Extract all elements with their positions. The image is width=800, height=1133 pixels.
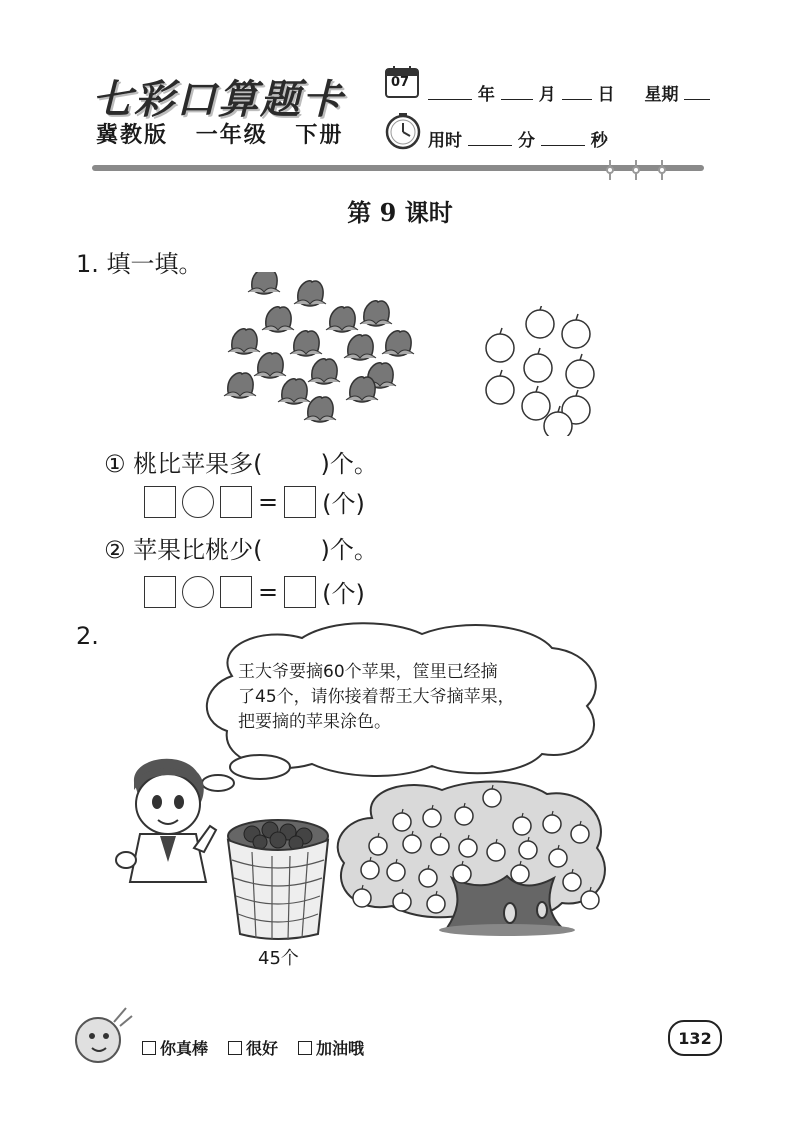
clock-icon	[384, 112, 422, 150]
checkbox-icon[interactable]	[142, 1041, 156, 1055]
apple-tree	[332, 778, 612, 950]
equals-sign: =	[258, 577, 279, 606]
time-line: 用时 分 秒	[428, 131, 608, 151]
apple-group	[480, 306, 600, 436]
edition-grade: 一年级	[195, 123, 268, 148]
rating-option-great[interactable]: 你真棒	[142, 1036, 208, 1059]
peach-icon	[360, 301, 392, 326]
operator-circle[interactable]	[182, 576, 214, 608]
edition-info	[96, 118, 361, 149]
result-box[interactable]	[284, 576, 316, 608]
rating-option-keep-going[interactable]: 加油哦	[298, 1036, 364, 1059]
checkbox-icon[interactable]	[298, 1041, 312, 1055]
peach-icon	[294, 281, 326, 306]
brand-title: 七彩口算题卡	[92, 76, 344, 123]
peach-icon	[344, 335, 376, 360]
apple-icon	[562, 314, 590, 348]
speech-text: 王大爷要摘60个苹果，筐里已经摘 了45个，请你接着帮王大爷摘苹果， 把要摘的苹果涂色。	[238, 662, 515, 732]
day-blank[interactable]	[562, 83, 592, 100]
peach-icon	[382, 331, 414, 356]
peach-icon	[278, 379, 310, 404]
operand-box[interactable]	[220, 486, 252, 518]
peach-icon	[308, 359, 340, 384]
rating-options	[142, 1036, 364, 1059]
peach-icon	[228, 329, 260, 354]
apple-icon	[524, 348, 552, 382]
q1-item-2: ② 苹果比桃少( )个。	[104, 536, 378, 564]
checkbox-icon[interactable]	[228, 1041, 242, 1055]
apple-icon	[486, 370, 514, 404]
peach-group	[220, 272, 430, 427]
apple-basket	[222, 812, 334, 944]
apple-icon	[486, 328, 514, 362]
seconds-blank[interactable]	[541, 129, 585, 146]
date-line: 年 月 日 星期	[428, 80, 710, 105]
calendar-day: 07	[391, 75, 410, 90]
peach-icon	[290, 331, 322, 356]
year-blank[interactable]	[428, 83, 472, 100]
q1-equation-1: = (个)	[144, 484, 365, 519]
result-box[interactable]	[284, 486, 316, 518]
peach-icon	[262, 307, 294, 332]
q1-equation-2: = (个)	[144, 574, 365, 609]
operand-box[interactable]	[220, 576, 252, 608]
operand-box[interactable]	[144, 576, 176, 608]
question-1-heading: 1. 填一填。	[76, 250, 203, 278]
peach-icon	[346, 377, 378, 402]
mascot-icon	[66, 1002, 136, 1072]
q1-item-1: ① 桃比苹果多( )个。	[104, 450, 378, 478]
minutes-blank[interactable]	[468, 129, 512, 146]
operand-box[interactable]	[144, 486, 176, 518]
apple-icon	[566, 354, 594, 388]
peach-icon	[326, 307, 358, 332]
divider-ornament-icon	[600, 158, 670, 184]
question-2-heading: 2.	[76, 622, 99, 650]
apple-icon	[522, 386, 550, 420]
edition-volume: 下册	[295, 123, 344, 148]
apple-icon	[526, 306, 554, 338]
peach-icon	[248, 272, 280, 294]
lesson-title: 第 9 课时	[347, 198, 453, 227]
basket-label: 45个	[258, 948, 299, 969]
peach-icon	[224, 373, 256, 398]
operator-circle[interactable]	[182, 486, 214, 518]
equals-sign: =	[258, 487, 279, 516]
page-number: 132	[668, 1020, 722, 1056]
weekday-blank[interactable]	[684, 83, 710, 100]
month-blank[interactable]	[501, 83, 533, 100]
edition-publisher: 冀教版	[96, 123, 169, 148]
rating-option-good[interactable]: 很好	[228, 1036, 278, 1059]
peach-icon	[254, 353, 286, 378]
boy-illustration	[112, 752, 222, 884]
